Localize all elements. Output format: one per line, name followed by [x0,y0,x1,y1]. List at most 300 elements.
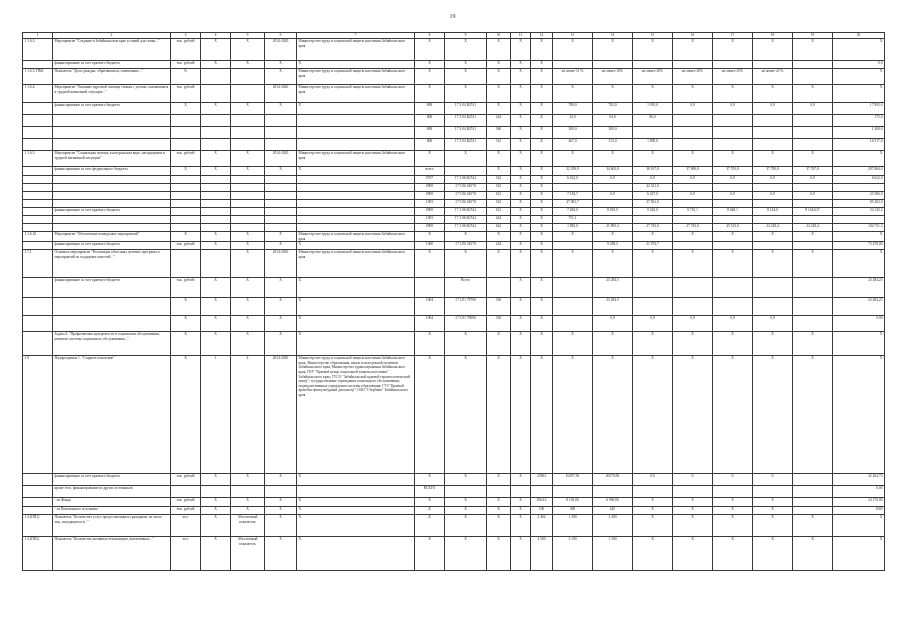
table-cell [53,139,171,151]
table-cell: чел. [171,537,201,571]
table-row [23,127,885,139]
table-cell: 0,0 [673,316,713,332]
table-cell: X [633,507,673,515]
table-cell [231,200,265,208]
table-cell: X [201,474,231,486]
table-cell: 330 [487,316,511,332]
table-cell [673,242,713,250]
table-cell [793,69,833,85]
table-cell: X [511,232,531,242]
table-cell [553,242,593,250]
table-row [23,69,885,85]
table-cell: X [833,151,885,167]
table-cell: X [553,232,593,242]
header-cell: 4 [201,33,231,39]
table-cell: X [633,151,673,167]
table-cell: X [511,103,531,115]
table-cell: 0,0 [833,61,885,69]
table-cell: X [415,498,445,507]
table-cell: 0,0 [633,316,673,332]
table-cell: 751,1 [553,216,593,224]
table-cell: X [415,69,445,85]
table-cell: финансирование за счет федерального бюджета [53,167,171,176]
table-row [23,356,885,474]
table-cell [793,498,833,507]
table-cell: X [231,61,265,69]
table-cell: Всего [445,278,487,298]
table-cell: X [445,498,487,507]
table-cell: Показатель "Количество услуг, предоставленных гражданам, из числа лиц, находящихся в..." [53,515,171,537]
table-cell: X [445,507,487,515]
table-cell: X [297,515,415,537]
table-cell: 8 144,637 [793,208,833,216]
table-cell [297,200,415,208]
table-cell: тыс. рублей [171,61,201,69]
table-cell: Министерство труда и социальной защиты населения Забайкальского края [297,232,415,242]
table-cell: 1 800,0 [633,139,673,151]
table-cell: X [265,298,297,316]
table-cell [793,139,833,151]
table-cell [553,278,593,298]
table-cell: X [445,39,487,61]
table-cell: - из Пенсионного источника [53,507,171,515]
table-cell: X [673,85,713,103]
table-cell [23,224,53,232]
table-cell: X [753,537,793,571]
table-cell: 0,0 [753,316,793,332]
table-cell: всего [415,167,445,176]
table-cell: 1 300,0 [833,127,885,139]
table-cell: X [201,498,231,507]
table-cell [201,486,231,498]
table-cell: X [487,474,511,486]
table-cell: X [297,537,415,571]
table-cell: X [487,167,511,176]
table-cell: X [531,316,553,332]
table-cell: X [531,224,553,232]
table-cell: X [833,39,885,61]
table-cell: X [445,537,487,571]
table-cell [713,139,753,151]
table-cell [265,208,297,216]
table-cell: 17 3 06 R2512 [445,224,487,232]
table-cell: X [531,103,553,115]
table-cell: X [231,167,265,176]
table-cell: X [265,474,297,486]
table-cell: 1.4.(ПП1) [23,515,53,537]
table-cell: 1003 [415,200,445,208]
table-cell [713,278,753,298]
table-cell: Подпрограмма 1. "Старшее поколение" [53,356,171,474]
table-cell: X [487,85,511,103]
table-cell [713,242,753,250]
table-cell: финансирование за счет краевого бюджета [53,278,171,298]
table-cell: X [511,69,531,85]
table-cell: 0,0 [593,176,633,184]
table-cell: 0,0 [793,192,833,200]
header-cell: 6 [265,33,297,39]
table-cell: X [793,537,833,571]
table-cell [53,176,171,184]
table-cell: X [487,356,511,474]
table-cell: X [753,332,793,356]
header-cell: 14 [593,33,633,39]
table-cell [673,200,713,208]
table-cell [231,69,265,85]
table-cell: 100 [531,507,553,515]
table-cell: X [231,316,265,332]
table-cell: X [487,507,511,515]
table-cell [201,216,231,224]
table-cell: X [511,332,531,356]
table-cell: 2 500 [531,537,553,571]
table-cell: X [265,498,297,507]
table-cell: X [415,332,445,356]
table-cell: X [633,232,673,242]
table-cell [53,298,171,316]
table-cell: 38 107,0 [633,167,673,176]
table-cell: X [445,474,487,486]
table-cell [231,486,265,498]
table-cell: 0909 [415,208,445,216]
table-cell: 1004 [415,298,445,316]
table-cell: 17 3 06 54570 [445,242,487,250]
table-cell: X [511,115,531,127]
table-cell: X [171,232,201,242]
table-cell: 7 482,0 [553,208,593,216]
table-cell: 4 [231,356,265,474]
table-cell [793,278,833,298]
table-cell: 1.8 [23,356,53,474]
table-cell: X [487,69,511,85]
table-cell: X [487,332,511,356]
table-cell: 25 893,3 [593,224,633,232]
table-cell: X [265,103,297,115]
table-cell: 20370,00 [593,474,633,486]
table-cell: 85 402,0 [833,200,885,208]
table-cell: X [753,151,793,167]
table-cell: X [297,242,415,250]
table-cell [633,61,673,69]
table-cell [553,61,593,69]
table-cell: Мероприятие "Оказание адресной помощи семьям с детьми, оказавшимся в трудной жизненной ситуации..." [53,85,171,103]
table-cell: X [487,61,511,69]
table-cell: 0,0 [673,192,713,200]
table-cell: X [201,537,231,571]
table-cell [633,486,673,498]
table-cell: X [201,298,231,316]
table-cell: X [553,85,593,103]
table-cell: 0 [713,474,753,486]
table-cell: X [531,208,553,216]
table-cell: 244 [487,242,511,250]
table-cell: X [793,332,833,356]
table-cell: 2014-2020 [265,356,297,474]
table-cell [297,184,415,192]
table-cell: 1 300 [553,515,593,537]
table-cell: 23 386,0 [833,192,885,200]
table-row [23,278,885,298]
table-cell: Министерство труда и социальной защиты населения Забайкальского края; Министерство образования, науки и молодежной политики Забайкальского края; Министерство здравоохранения Забайкальского края; ГКУ "Краевой центр социальной защиты населения" Забайкальского края; ГУСО "Забайкальский краевой геронтологический центр"; государственные учреждения социального обслуживания; подведомственные учреждения системы образования; ГУЗ "Краевой врачебно-физкультурный диспансер"; ОАО "Сбербанк" Забайкальского края [297,356,415,474]
table-cell: X [265,242,297,250]
table-cell: X [231,250,265,278]
table-row [23,537,885,571]
table-cell: X [673,498,713,507]
table-cell: финансирование за счет краевого бюджета [53,208,171,216]
table-cell: X [633,332,673,356]
table-cell [53,184,171,192]
table-cell: X [231,242,265,250]
table-cell: X [553,332,593,356]
table-cell: 175,0 [833,115,885,127]
table-cell: 34 602,0 [593,167,633,176]
table-cell [673,139,713,151]
table-cell: X [415,151,445,167]
table-cell: X [171,316,201,332]
table-cell: X [445,515,487,537]
table-cell [265,486,297,498]
table-cell: X [511,242,531,250]
table-cell [793,316,833,332]
table-cell: X [297,332,415,356]
table-cell [171,216,201,224]
table-cell: 17 3 06 54570 [445,200,487,208]
table-cell: X [531,356,553,474]
table-cell: X [673,356,713,474]
table-row [23,474,885,486]
table-cell: 17 3 04 R2511 [445,139,487,151]
table-cell: X [531,250,553,278]
table-cell: 37 000,0 [673,167,713,176]
table-cell: X [201,515,231,537]
table-cell: X [231,498,265,507]
table-cell [793,216,833,224]
table-cell: X [753,507,793,515]
table-cell: X [487,250,511,278]
table-cell [713,216,753,224]
header-cell: 10 [487,33,511,39]
table-cell: 0,0 [633,474,673,486]
table-cell: 0 [673,474,713,486]
table-cell: 1 300 [593,537,633,571]
table-cell: X [793,356,833,474]
table-cell: X [511,85,531,103]
table-cell: 2014-2020 [265,151,297,167]
table-cell: финансирование за счет краевого бюджета [53,474,171,486]
table-cell: 297 864,0 [833,167,885,176]
table-cell: X [633,356,673,474]
table-cell: 47 081,7 [553,200,593,208]
table-cell: X [511,167,531,176]
table-cell [265,224,297,232]
table-cell: X [201,103,231,115]
table-cell: X [231,332,265,356]
table-cell: 23 284,5 [593,278,633,298]
table-cell: X [201,167,231,176]
table-cell: X [171,298,201,316]
table-cell [53,316,171,332]
table-cell [171,200,201,208]
table-cell: X [713,515,753,537]
table-cell [265,216,297,224]
table-cell: X [445,332,487,356]
table-cell: X [265,69,297,85]
table-cell [297,115,415,127]
table-row [23,192,885,200]
table-row [23,486,885,498]
table-cell: 22 359,9 [553,167,593,176]
table-cell: X [265,61,297,69]
table-row [23,498,885,507]
table-cell: 27 743,0 [633,224,673,232]
table-cell: X [833,356,885,474]
table-cell: 0,00 [833,486,885,498]
table-cell: X [231,151,265,167]
table-cell [297,486,415,498]
table-cell: 1.1.6.3. ПМ1 [23,69,53,85]
table-cell [793,474,833,486]
table-cell: X [531,139,553,151]
table-cell: 300,0 [553,127,593,139]
table-cell: 2 400 [593,515,633,537]
table-cell [793,298,833,316]
table-cell: X [531,232,553,242]
table-cell [753,61,793,69]
table-cell: X [171,103,201,115]
table-cell: 17 3 01 79790 [445,298,487,316]
page-number: 19 [449,14,456,20]
table-row [23,167,885,176]
table-cell [487,486,511,498]
table-cell: 612 [487,192,511,200]
table-cell: 6 900,00 [593,498,633,507]
table-row [23,176,885,184]
table-cell: 8 648,1 [713,208,753,216]
table-cell: Министерство труда и социальной защиты населения Забайкальского края [297,250,415,278]
table-cell: X [265,507,297,515]
table-cell: 322 [487,176,511,184]
table-row [23,115,885,127]
table-cell: тыс. рублей [171,39,201,61]
header-cell: 13 [553,33,593,39]
table-cell: не менее 20% [633,69,673,85]
table-cell: X [673,250,713,278]
table-cell: X [201,61,231,69]
table-cell [201,184,231,192]
table-cell: тыс. рублей [171,151,201,167]
table-cell [201,250,231,278]
table-cell [445,486,487,498]
table-cell: X [415,474,445,486]
table-cell [553,316,593,332]
table-cell: 6 622,0 [833,176,885,184]
table-cell [23,115,53,127]
table-row [23,224,885,232]
table-row [23,151,885,167]
table-cell: X [265,316,297,332]
table-cell [511,486,531,498]
table-cell: X [531,85,553,103]
table-cell: тыс. рублей [171,507,201,515]
table-cell: 1000 [415,242,445,250]
table-cell: тыс. рублей [171,242,201,250]
table-cell [23,507,53,515]
table-cell: 10497,30 [553,474,593,486]
table-cell: X [793,85,833,103]
table-cell [23,216,53,224]
header-cell: 20 [833,33,885,39]
table-cell: 0,0 [593,316,633,332]
table-cell: X [511,316,531,332]
table-cell: X [487,232,511,242]
table-cell: X [531,184,553,192]
table-cell: X [553,250,593,278]
table-cell: X [487,39,511,61]
table-cell: X [793,250,833,278]
table-cell [201,192,231,200]
table-cell: X [833,332,885,356]
table-cell: 2014-2020 [265,85,297,103]
table-cell: X [487,151,511,167]
table-cell: 2014-2020 [265,39,297,61]
table-cell: X [713,537,753,571]
table-cell: 0,0 [753,176,793,184]
table-cell [753,115,793,127]
table-cell: X [511,498,531,507]
table-cell [23,498,53,507]
table-cell [23,61,53,69]
table-cell [753,139,793,151]
table-cell: 1 882,0 [553,224,593,232]
table-cell: не менее 10% [593,69,633,85]
table-cell: X [171,167,201,176]
table-cell: 0,0 [713,176,753,184]
table-cell: X [753,232,793,242]
table-cell: 800 [415,103,445,115]
table-cell: Министерство труда и социальной защиты населения Забайкальского края [297,39,415,61]
table-row [23,139,885,151]
table-cell: X [593,250,633,278]
table-cell: финансирование за счет краевого бюджета [53,103,171,115]
table-cell: 86,0 [633,115,673,127]
table-cell: % [171,69,201,85]
table-row [23,184,885,192]
table-cell [713,115,753,127]
header-cell: 7 [297,33,415,39]
table-cell: X [713,332,753,356]
table-cell: X [265,515,297,537]
header-cell: 19 [793,33,833,39]
table-cell: X [553,39,593,61]
table-cell: 0,00 [833,316,885,332]
table-cell [713,486,753,498]
table-cell: 27 743,0 [673,224,713,232]
table-cell: X [297,498,415,507]
table-cell: Основное мероприятие "Реализация областных целевых программ и мероприятий по поддержке жителей..." [53,250,171,278]
table-row [23,85,885,103]
table-cell [297,216,415,224]
table-cell [553,486,593,498]
table-cell: 313,0 [593,139,633,151]
table-cell: 1.4.(ПП2) [23,537,53,571]
table-cell [23,278,53,298]
header-cell: 3 [171,33,201,39]
table-row [23,298,885,316]
table-cell: 2 100 [553,537,593,571]
table-cell: X [265,332,297,356]
table-cell [297,127,415,139]
table-cell: X [415,232,445,242]
